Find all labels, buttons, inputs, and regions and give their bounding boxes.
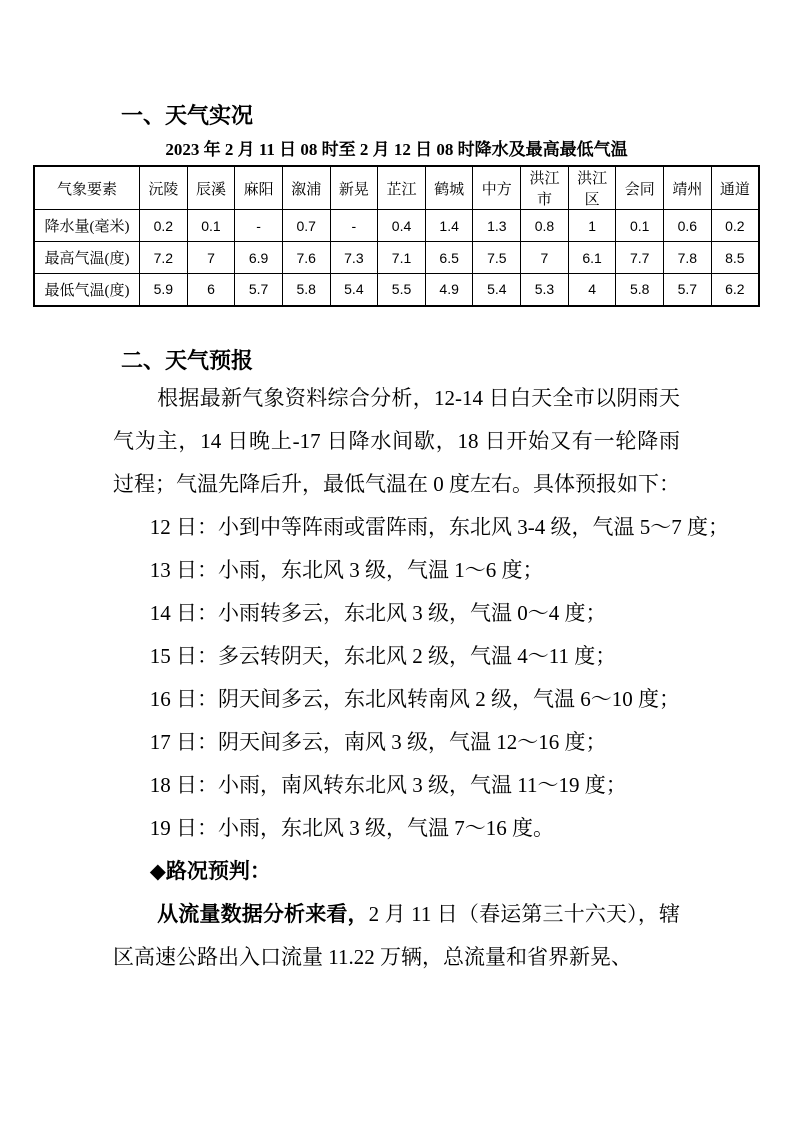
table-value-cell: 7.5 xyxy=(473,242,521,274)
table-value-cell: 6.5 xyxy=(425,242,473,274)
table-header-station: 洪江市 xyxy=(521,166,569,210)
table-header-station: 芷江 xyxy=(378,166,426,210)
section2-title: 二、天气预报 xyxy=(121,348,254,373)
weather-observation-table xyxy=(33,165,760,307)
table-value-cell: 7 xyxy=(521,242,569,274)
road-paragraph-lead: 从流量数据分析来看， xyxy=(157,902,369,926)
forecast-line-day12: 12 日：小到中等阵雨或雷阵雨，东北风 3-4 级，气温 5～7 度； xyxy=(149,515,729,539)
table-header-station: 通道 xyxy=(711,166,759,210)
table-value-cell: 1 xyxy=(568,210,616,242)
table-value-cell: 5.3 xyxy=(521,274,569,306)
table-value-cell: 5.9 xyxy=(140,274,188,306)
table-header-station: 溆浦 xyxy=(282,166,330,210)
forecast-line-day18: 18 日：小雨，南风转东北风 3 级，气温 11～19 度； xyxy=(149,773,627,797)
table-row-label: 最低气温(度) xyxy=(34,274,140,306)
table-header-station: 洪江区 xyxy=(568,166,616,210)
forecast-line-day15: 15 日：多云转阴天，东北风 2 级，气温 4～11 度； xyxy=(149,644,617,668)
table-header-station: 会同 xyxy=(616,166,664,210)
table-value-cell: 4 xyxy=(568,274,616,306)
table-header-station: 新晃 xyxy=(330,166,378,210)
table-header-station: 辰溪 xyxy=(187,166,235,210)
table-value-cell: 5.8 xyxy=(282,274,330,306)
table-value-cell: 7.6 xyxy=(282,242,330,274)
table-value-cell: 5.5 xyxy=(378,274,426,306)
table-value-cell: 7.7 xyxy=(616,242,664,274)
table-value-cell: 4.9 xyxy=(425,274,473,306)
section1-title: 一、天气实况 xyxy=(121,103,254,128)
table-row-label: 降水量(毫米) xyxy=(34,210,140,242)
table-value-cell: 8.5 xyxy=(711,242,759,274)
forecast-line-day13: 13 日：小雨，东北风 3 级，气温 1～6 度； xyxy=(149,558,544,582)
table-value-cell: 0.2 xyxy=(711,210,759,242)
table-header-station: 沅陵 xyxy=(140,166,188,210)
table-value-cell: 6.2 xyxy=(711,274,759,306)
table-row xyxy=(34,242,759,274)
table-value-cell: 0.8 xyxy=(521,210,569,242)
table-value-cell: 5.4 xyxy=(473,274,521,306)
table-value-cell: 1.4 xyxy=(425,210,473,242)
table-value-cell: 1.3 xyxy=(473,210,521,242)
table-value-cell: 7.3 xyxy=(330,242,378,274)
forecast-line-day16: 16 日：阴天间多云，东北风转南风 2 级，气温 6～10 度； xyxy=(149,687,680,711)
table-value-cell: 5.8 xyxy=(616,274,664,306)
table-value-cell: 0.2 xyxy=(140,210,188,242)
table-header-station: 中方 xyxy=(473,166,521,210)
forecast-line-day17: 17 日：阴天间多云，南风 3 级，气温 12～16 度； xyxy=(149,730,607,754)
road-condition-title: ◆路况预判： xyxy=(149,859,271,883)
table-header-station: 靖州 xyxy=(664,166,712,210)
table-header-element: 气象要素 xyxy=(34,166,140,210)
forecast-text-block xyxy=(113,377,729,979)
road-paragraph-rest: 2 月 11 日（春运第三十六天），辖区高速公路出入口流量 11.22 万辆，总流量和省界新晃、 xyxy=(113,902,680,969)
forecast-intro-paragraph: 根据最新气象资料综合分析，12-14 日白天全市以阴雨天气为主，14 日晚上-17 日降水间歇，18 日开始又有一轮降雨过程；气温先降后升，最低气温在 0 度左右。具体预报如下： xyxy=(113,386,680,496)
table-row xyxy=(34,210,759,242)
table-value-cell: 0.1 xyxy=(616,210,664,242)
table-value-cell: 0.6 xyxy=(664,210,712,242)
table-value-cell: 0.7 xyxy=(282,210,330,242)
table-value-cell: 7.8 xyxy=(664,242,712,274)
road-condition-paragraph xyxy=(113,893,680,979)
forecast-line-day19: 19 日：小雨，东北风 3 级，气温 7～16 度。 xyxy=(149,816,554,840)
table-value-cell: 0.4 xyxy=(378,210,426,242)
table-value-cell: 6 xyxy=(187,274,235,306)
table-header-station: 鹤城 xyxy=(425,166,473,210)
table-value-cell: - xyxy=(330,210,378,242)
table-header-station: 麻阳 xyxy=(235,166,283,210)
table-caption: 2023 年 2 月 11 日 08 时至 2 月 12 日 08 时降水及最高最低气温 xyxy=(165,140,628,159)
table-value-cell: 7.2 xyxy=(140,242,188,274)
table-value-cell: 5.4 xyxy=(330,274,378,306)
table-value-cell: 7.1 xyxy=(378,242,426,274)
forecast-line-day14: 14 日：小雨转多云，东北风 3 级，气温 0～4 度； xyxy=(149,601,607,625)
table-value-cell: - xyxy=(235,210,283,242)
table-value-cell: 0.1 xyxy=(187,210,235,242)
table-value-cell: 5.7 xyxy=(235,274,283,306)
table-header-row xyxy=(34,166,759,210)
table-value-cell: 6.1 xyxy=(568,242,616,274)
table-value-cell: 7 xyxy=(187,242,235,274)
table-row xyxy=(34,274,759,306)
table-row-label: 最高气温(度) xyxy=(34,242,140,274)
table-value-cell: 5.7 xyxy=(664,274,712,306)
table-value-cell: 6.9 xyxy=(235,242,283,274)
